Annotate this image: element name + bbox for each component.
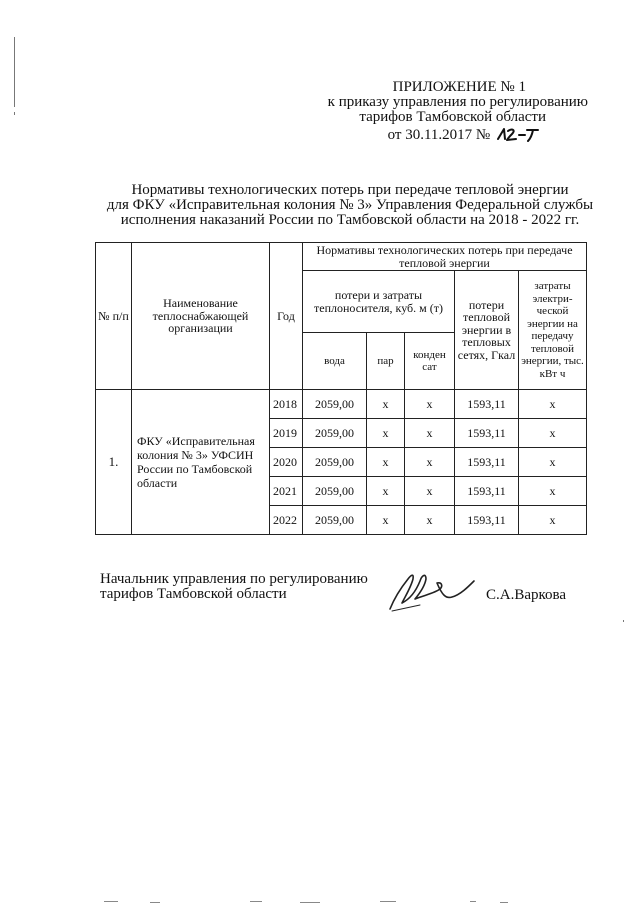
handwritten-signature-icon xyxy=(380,565,480,615)
row-water: 2059,00 xyxy=(303,448,367,477)
row-electricity: х xyxy=(519,419,587,448)
signature-block xyxy=(100,572,368,602)
header-water: вода xyxy=(303,333,367,390)
signer-name: С.А.Варкова xyxy=(486,587,567,603)
appendix-header xyxy=(288,80,588,143)
org-number: 1. xyxy=(96,390,132,535)
signer-position-line-2: тарифов Тамбовской области xyxy=(100,586,287,602)
header-steam: пар xyxy=(367,333,405,390)
row-electricity: х xyxy=(519,477,587,506)
row-heat-loss: 1593,11 xyxy=(455,390,519,419)
row-year: 2019 xyxy=(270,419,303,448)
table-row xyxy=(96,390,587,419)
row-steam: х xyxy=(367,477,405,506)
scan-mark-left-2 xyxy=(14,112,15,115)
row-water: 2059,00 xyxy=(303,477,367,506)
row-condensate: х xyxy=(405,506,455,535)
row-year: 2022 xyxy=(270,506,303,535)
title-line-2: для ФКУ «Исправительная колония № 3» Управления Федеральной службы xyxy=(106,197,594,213)
row-year: 2021 xyxy=(270,477,303,506)
handwritten-order-number-icon xyxy=(494,125,546,143)
signer-position-line-1: Начальник управления по регулированию xyxy=(100,571,368,587)
header-organization: Наименование теплоснабжающей организации xyxy=(132,243,270,390)
title-line-1: Нормативы технологических потерь при передаче тепловой энергии xyxy=(131,182,569,198)
header-coolant-losses: потери и затраты теплоносителя, куб. м (т) xyxy=(303,271,455,333)
appendix-title: ПРИЛОЖЕНИЕ № 1 xyxy=(392,79,526,95)
appendix-date: от 30.11.2017 № xyxy=(387,127,491,143)
header-year: Год xyxy=(270,243,303,390)
row-steam: х xyxy=(367,448,405,477)
row-condensate: х xyxy=(405,390,455,419)
scan-dots-decoration xyxy=(0,891,640,905)
row-heat-loss: 1593,11 xyxy=(455,419,519,448)
header-condensate: конден сат xyxy=(405,333,455,390)
row-water: 2059,00 xyxy=(303,419,367,448)
row-heat-loss: 1593,11 xyxy=(455,506,519,535)
row-water: 2059,00 xyxy=(303,506,367,535)
row-year: 2018 xyxy=(270,390,303,419)
row-electricity: х xyxy=(519,448,587,477)
header-norms-group: Нормативы технологических потерь при передаче тепловой энергии xyxy=(303,243,587,271)
row-condensate: х xyxy=(405,419,455,448)
row-heat-loss: 1593,11 xyxy=(455,448,519,477)
row-steam: х xyxy=(367,419,405,448)
header-electricity: затраты электри-ческой энергии на передачу тепловой энергии, тыс. кВт ч xyxy=(519,271,587,390)
scan-mark-left xyxy=(14,37,15,107)
header-heat-losses: потери тепловой энергии в тепловых сетях, Гкал xyxy=(455,271,519,390)
header-number: № п/п xyxy=(96,243,132,390)
row-steam: х xyxy=(367,390,405,419)
org-name: ФКУ «Исправительная колония № 3» УФСИН России по Тамбовской области xyxy=(132,390,270,535)
document-title xyxy=(90,183,610,228)
appendix-date-line xyxy=(288,125,588,143)
row-year: 2020 xyxy=(270,448,303,477)
row-heat-loss: 1593,11 xyxy=(455,477,519,506)
row-steam: х xyxy=(367,506,405,535)
appendix-authority-line: тарифов Тамбовской области xyxy=(359,109,546,125)
norms-table xyxy=(95,242,587,535)
scan-mark-right xyxy=(623,620,624,622)
row-condensate: х xyxy=(405,448,455,477)
row-electricity: х xyxy=(519,390,587,419)
row-water: 2059,00 xyxy=(303,390,367,419)
row-condensate: х xyxy=(405,477,455,506)
row-electricity: х xyxy=(519,506,587,535)
appendix-order-line: к приказу управления по регулированию xyxy=(327,94,588,110)
title-line-3: исполнения наказаний России по Тамбовской области на 2018 - 2022 гг. xyxy=(120,212,580,228)
